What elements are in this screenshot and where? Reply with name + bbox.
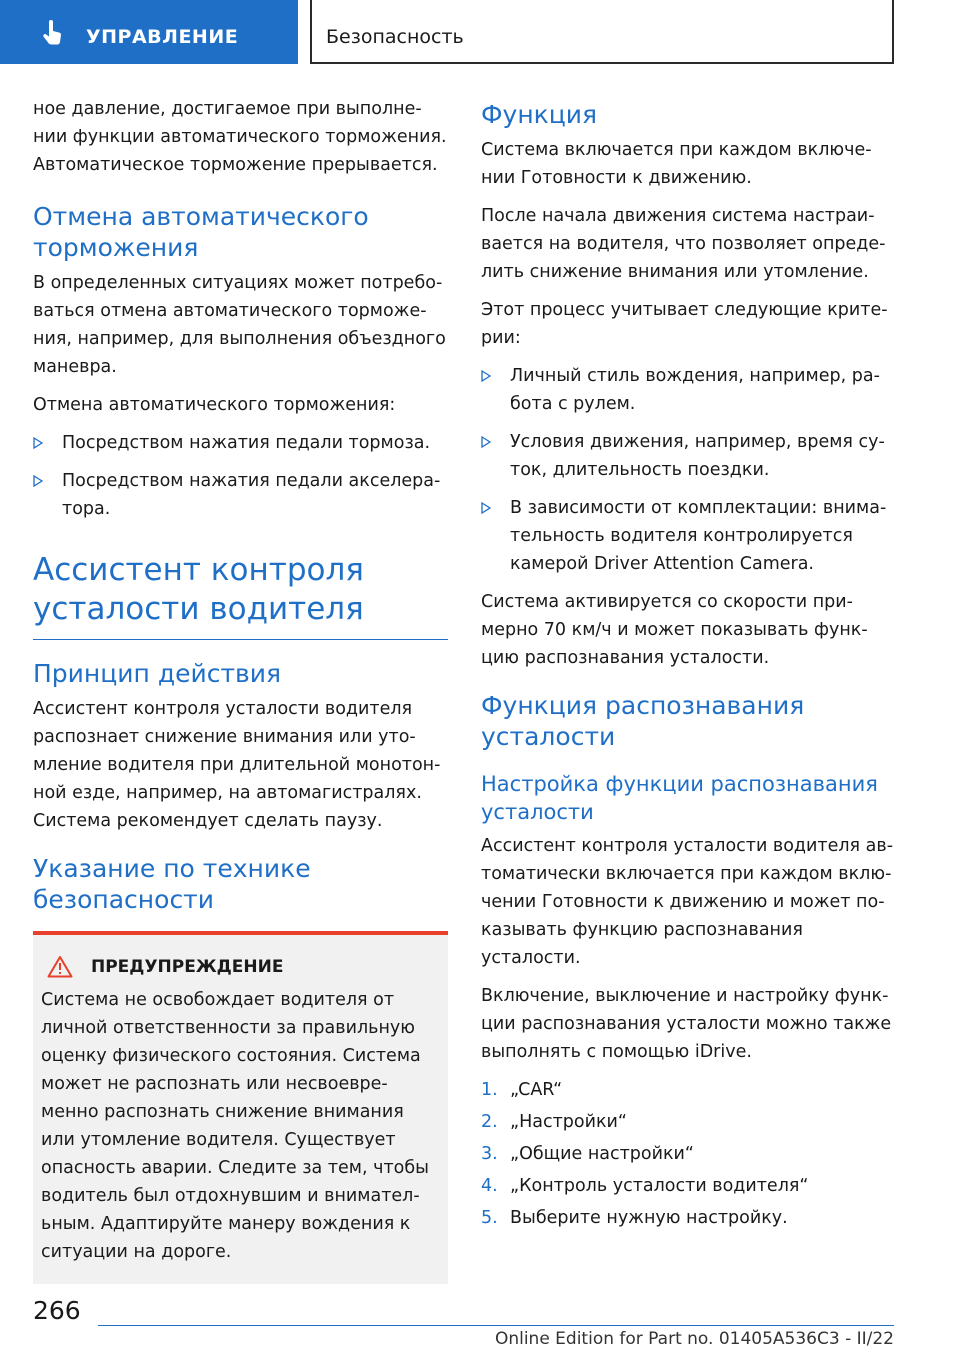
left-column [33, 95, 448, 1284]
step-text: „Контроль усталости водителя“ [510, 1176, 809, 1196]
setup-paragraph-1: Ассистент контроля усталости водителя автоматически включается при каждом включении Готовности к движению и может показывать функцию распознавания усталости. [481, 836, 894, 968]
cancel-list [33, 429, 448, 523]
principle-heading: Принцип действия [33, 659, 282, 688]
step-text: „Настройки“ [510, 1112, 627, 1132]
list-item-text: Посредством нажатия педали тормоза. [62, 433, 431, 453]
intro-paragraph: ное давление, достигаемое при выполнении функции автоматического торможения. Автоматическое торможение прерывается. [33, 99, 447, 175]
cancel-paragraph-1: В определенных ситуациях может потребоваться отмена автоматического торможения, например, для выполнения объездного маневра. [33, 273, 446, 377]
function-paragraph-4: Система активируется со скорости примерно 70 км/ч и может показывать функцию распознавания усталости. [481, 592, 868, 668]
bullet-triangle-icon [33, 475, 43, 487]
step-number: 3. [481, 1144, 498, 1164]
list-item [481, 1204, 896, 1232]
list-item [481, 1108, 896, 1136]
page-number: 266 [33, 1296, 81, 1325]
principle-paragraph: Ассистент контроля усталости водителя распознает снижение внимания или утомление водителя при длительной монотонной езде, например, на автомагистралях. Система рекомендует сделать паузу. [33, 699, 441, 831]
step-text: Выберите нужную настройку. [510, 1208, 788, 1228]
section-tab [0, 0, 298, 64]
chapter-tab [310, 0, 894, 64]
list-item [481, 1076, 896, 1104]
list-item [481, 494, 896, 578]
right-column [481, 95, 896, 1236]
hand-pointer-icon [40, 20, 66, 46]
warning-triangle-icon [47, 955, 73, 978]
function-paragraph-2: После начала движения система настраивается на водителя, что позволяет определить снижение внимания или утомление. [481, 206, 886, 282]
function-paragraph-1: Система включается при каждом включении Готовности к движению. [481, 140, 872, 188]
bullet-triangle-icon [33, 437, 43, 449]
list-item-text: Личный стиль вождения, например, работа с рулем. [510, 366, 880, 414]
section-title: УПРАВЛЕНИЕ [86, 26, 239, 48]
edition-info: Online Edition for Part no. 01405A536C3 - II/22 [494, 1329, 894, 1349]
warning-box [33, 931, 448, 1284]
warning-title: ПРЕДУПРЕЖДЕНИЕ [91, 956, 284, 977]
chapter-title: Безопасность [326, 26, 464, 48]
warning-title-row [41, 955, 438, 978]
list-item-text: Посредством нажатия педали акселератора. [62, 471, 441, 519]
safety-heading: Указание по технике безопасности [33, 854, 311, 914]
setup-paragraph-2: Включение, выключение и настройку функции распознавания усталости можно также выполнять с помощью iDrive. [481, 986, 892, 1062]
list-item-text: Условия движения, например, время суток, длительность поездки. [510, 432, 885, 480]
cancel-paragraph-2: Отмена автоматического торможения: [33, 395, 396, 415]
function-paragraph-3: Этот процесс учитывает следующие критерии: [481, 300, 888, 348]
bullet-triangle-icon [481, 502, 491, 514]
list-item [481, 1172, 896, 1200]
list-item-text: В зависимости от комплектации: внимательность водителя контролируется камерой Driver Attention Camera. [510, 498, 887, 574]
list-item [481, 428, 896, 484]
step-number: 2. [481, 1112, 498, 1132]
step-number: 1. [481, 1080, 498, 1100]
step-text: „Общие настройки“ [510, 1144, 694, 1164]
setup-heading: Настройка функции распознавания усталости [481, 772, 878, 824]
footer-divider [98, 1325, 894, 1326]
criteria-list [481, 362, 896, 578]
warning-text: Система не освобождает водителя от личной ответственности за правильную оценку физического состояния. Система может не распознать или несвоевременно распознать снижение внимания или утомление водителя. Существует опасность аварии. Следите за тем, чтобы водитель был отдохнувшим и внимательным. Адаптируйте манеру вождения к ситуации на дороге. [41, 990, 429, 1262]
list-item [481, 362, 896, 418]
list-item [33, 429, 448, 457]
steps-list [481, 1076, 896, 1232]
step-number: 4. [481, 1176, 498, 1196]
step-text: „CAR“ [510, 1080, 563, 1100]
recognition-heading: Функция распознавания усталости [481, 691, 805, 751]
step-number: 5. [481, 1208, 498, 1228]
bullet-triangle-icon [481, 370, 491, 382]
list-item [481, 1140, 896, 1168]
cancel-heading: Отмена автоматического торможения [33, 202, 369, 262]
list-item [33, 467, 448, 523]
function-heading: Функция [481, 100, 598, 129]
assist-heading: Ассистент контроля усталости водителя [33, 551, 448, 640]
bullet-triangle-icon [481, 436, 491, 448]
